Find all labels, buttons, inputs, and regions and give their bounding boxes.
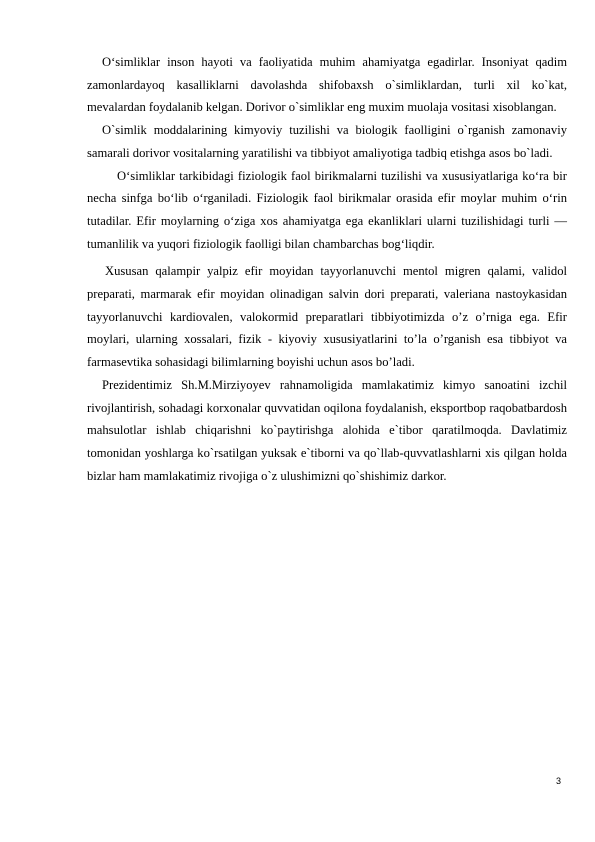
paragraph-3: O‘simliklar tarkibidagi fiziologik faol birikmalarni tuzilishi va xususiyatlariga ko‘ra bir necha sinfga bo‘lib o‘rganiladi. Fiziologik faol birikmalar orasida efir moylar muhim o‘rin tutadilar. Efir moylarning o‘ziga xos ahamiyatga ega ekanliklari ularni tuzilishidagi turli — tumanlilik va yuqori fiziologik faolligi bilan chambarchas bog‘liqdir. — [87, 168, 567, 251]
paragraph-2: O`simlik moddalarining kimyoviy tuzilishi va biologik faolligini o`rganish zamonaviy samarali dorivor vositalarning yaratilishi va tibbiyot amaliyotiga tadbiq etishga asos bo`ladi. — [87, 123, 567, 160]
paragraph-5: Prezidentimiz Sh.M.Mirziyoyev rahnamoligida mamlakatimiz kimyo sanoatini izchil rivojlantirish, sohadagi korxonalar quvvatidan oqilona foydalanish, eksportbop raqobatbardosh mahsulotlar ishlab chiqarishni ko`paytirishga alohida e`tibor qaratilmoqda. Davlatimiz tomonidan yoshlarga ko`rsatilgan yuksak e`tiborni va qo`llab-quvvatlashlarni xis qilgan holda bizlar ham mamlakatimiz rivojiga o`z ulushimizni qo`shishimiz darkor. — [87, 377, 567, 483]
paragraph-1: O‘simliklar inson hayoti va faoliyatida muhim ahamiyatga egadirlar. Insoniyat qadim zamonlardayoq kasalliklarni davolashda shifobaxsh o`simliklardan, turli xil ko`kat, mevalardan foydalanib kelgan. Dorivor o`simliklar eng muxim muolaja vositasi xisoblangan. — [87, 55, 567, 115]
paragraph-4: Xususan qalampir yalpiz efir moyidan tayyorlanuvchi mentol migren qalami, validol preparati, marmarak efir moyidan olinadigan salvin dori preparati, valeriana nastoykasidan tayyorlanuvchi kardiovalen, valokormid preparatlari tibbiyotimizda o’z o’rniga ega. Efir moylari, ularning xossalari, fizik - kiyoviy xususiyatlarini to’la o’rganish esa tibbiyot va farmasevtika sohasidagi bilimlarning boyishi uchun asos bo’ladi. — [87, 264, 567, 370]
body-text — [87, 51, 567, 487]
page-number: 3 — [556, 776, 562, 786]
